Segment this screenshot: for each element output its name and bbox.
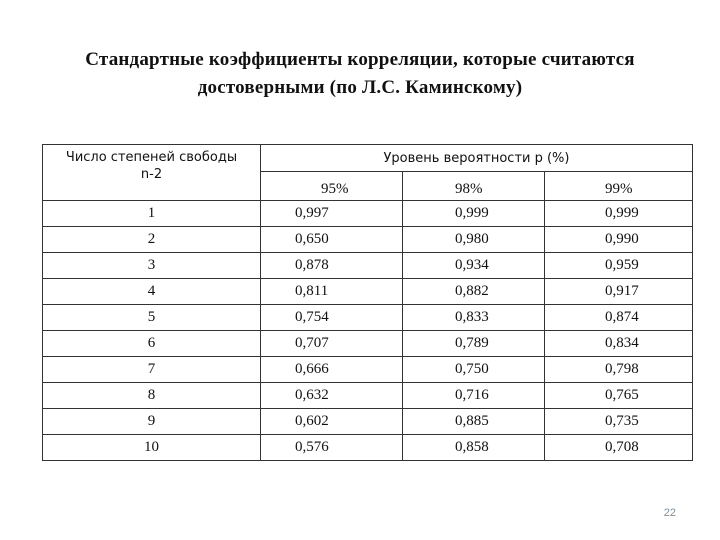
table-row bbox=[43, 331, 693, 357]
value-95-cell: 0,707 bbox=[261, 331, 403, 357]
level-99-header: 99% bbox=[545, 172, 693, 201]
table-row bbox=[43, 357, 693, 383]
value-98-cell: 0,716 bbox=[403, 383, 545, 409]
df-cell: 1 bbox=[43, 201, 261, 227]
value-98-cell: 0,750 bbox=[403, 357, 545, 383]
table-body bbox=[43, 201, 693, 461]
page-number: 22 bbox=[663, 507, 676, 519]
value-95-cell: 0,878 bbox=[261, 253, 403, 279]
value-98-cell: 0,789 bbox=[403, 331, 545, 357]
value-95-cell: 0,632 bbox=[261, 383, 403, 409]
probability-level-header: Уровень вероятности р (%) bbox=[261, 145, 693, 172]
slide-title bbox=[20, 46, 700, 102]
df-cell: 2 bbox=[43, 227, 261, 253]
df-cell: 10 bbox=[43, 435, 261, 461]
value-98-cell: 0,858 bbox=[403, 435, 545, 461]
table-row bbox=[43, 279, 693, 305]
value-98-cell: 0,980 bbox=[403, 227, 545, 253]
slide-title-line-2: достоверными (по Л.С. Каминскому) bbox=[197, 77, 523, 98]
value-98-cell: 0,934 bbox=[403, 253, 545, 279]
df-header-line-1: Число степеней свободы bbox=[65, 150, 238, 165]
value-95-cell: 0,576 bbox=[261, 435, 403, 461]
level-98-header: 98% bbox=[403, 172, 545, 201]
value-98-cell: 0,882 bbox=[403, 279, 545, 305]
value-99-cell: 0,765 bbox=[545, 383, 693, 409]
table-row bbox=[43, 201, 693, 227]
table-row bbox=[43, 383, 693, 409]
slide-title-line-1: Стандартные коэффициенты корреляции, которые считаются bbox=[85, 49, 635, 70]
value-98-cell: 0,885 bbox=[403, 409, 545, 435]
table-row bbox=[43, 253, 693, 279]
value-99-cell: 0,990 bbox=[545, 227, 693, 253]
value-95-cell: 0,997 bbox=[261, 201, 403, 227]
value-95-cell: 0,650 bbox=[261, 227, 403, 253]
table-row bbox=[43, 409, 693, 435]
value-99-cell: 0,959 bbox=[545, 253, 693, 279]
value-95-cell: 0,666 bbox=[261, 357, 403, 383]
table-row bbox=[43, 435, 693, 461]
level-95-header: 95% bbox=[261, 172, 403, 201]
degrees-of-freedom-header bbox=[43, 145, 261, 201]
df-cell: 3 bbox=[43, 253, 261, 279]
value-95-cell: 0,602 bbox=[261, 409, 403, 435]
value-99-cell: 0,917 bbox=[545, 279, 693, 305]
header-row-1 bbox=[43, 145, 693, 172]
value-99-cell: 0,708 bbox=[545, 435, 693, 461]
value-95-cell: 0,754 bbox=[261, 305, 403, 331]
df-cell: 9 bbox=[43, 409, 261, 435]
df-header-line-2: n-2 bbox=[140, 167, 163, 182]
value-95-cell: 0,811 bbox=[261, 279, 403, 305]
table-row bbox=[43, 227, 693, 253]
value-99-cell: 0,834 bbox=[545, 331, 693, 357]
correlation-table bbox=[42, 144, 693, 461]
df-cell: 7 bbox=[43, 357, 261, 383]
table-row bbox=[43, 305, 693, 331]
value-99-cell: 0,874 bbox=[545, 305, 693, 331]
df-cell: 8 bbox=[43, 383, 261, 409]
value-99-cell: 0,735 bbox=[545, 409, 693, 435]
value-99-cell: 0,999 bbox=[545, 201, 693, 227]
table-header bbox=[43, 145, 693, 201]
df-cell: 4 bbox=[43, 279, 261, 305]
df-cell: 5 bbox=[43, 305, 261, 331]
value-99-cell: 0,798 bbox=[545, 357, 693, 383]
df-cell: 6 bbox=[43, 331, 261, 357]
value-98-cell: 0,999 bbox=[403, 201, 545, 227]
value-98-cell: 0,833 bbox=[403, 305, 545, 331]
